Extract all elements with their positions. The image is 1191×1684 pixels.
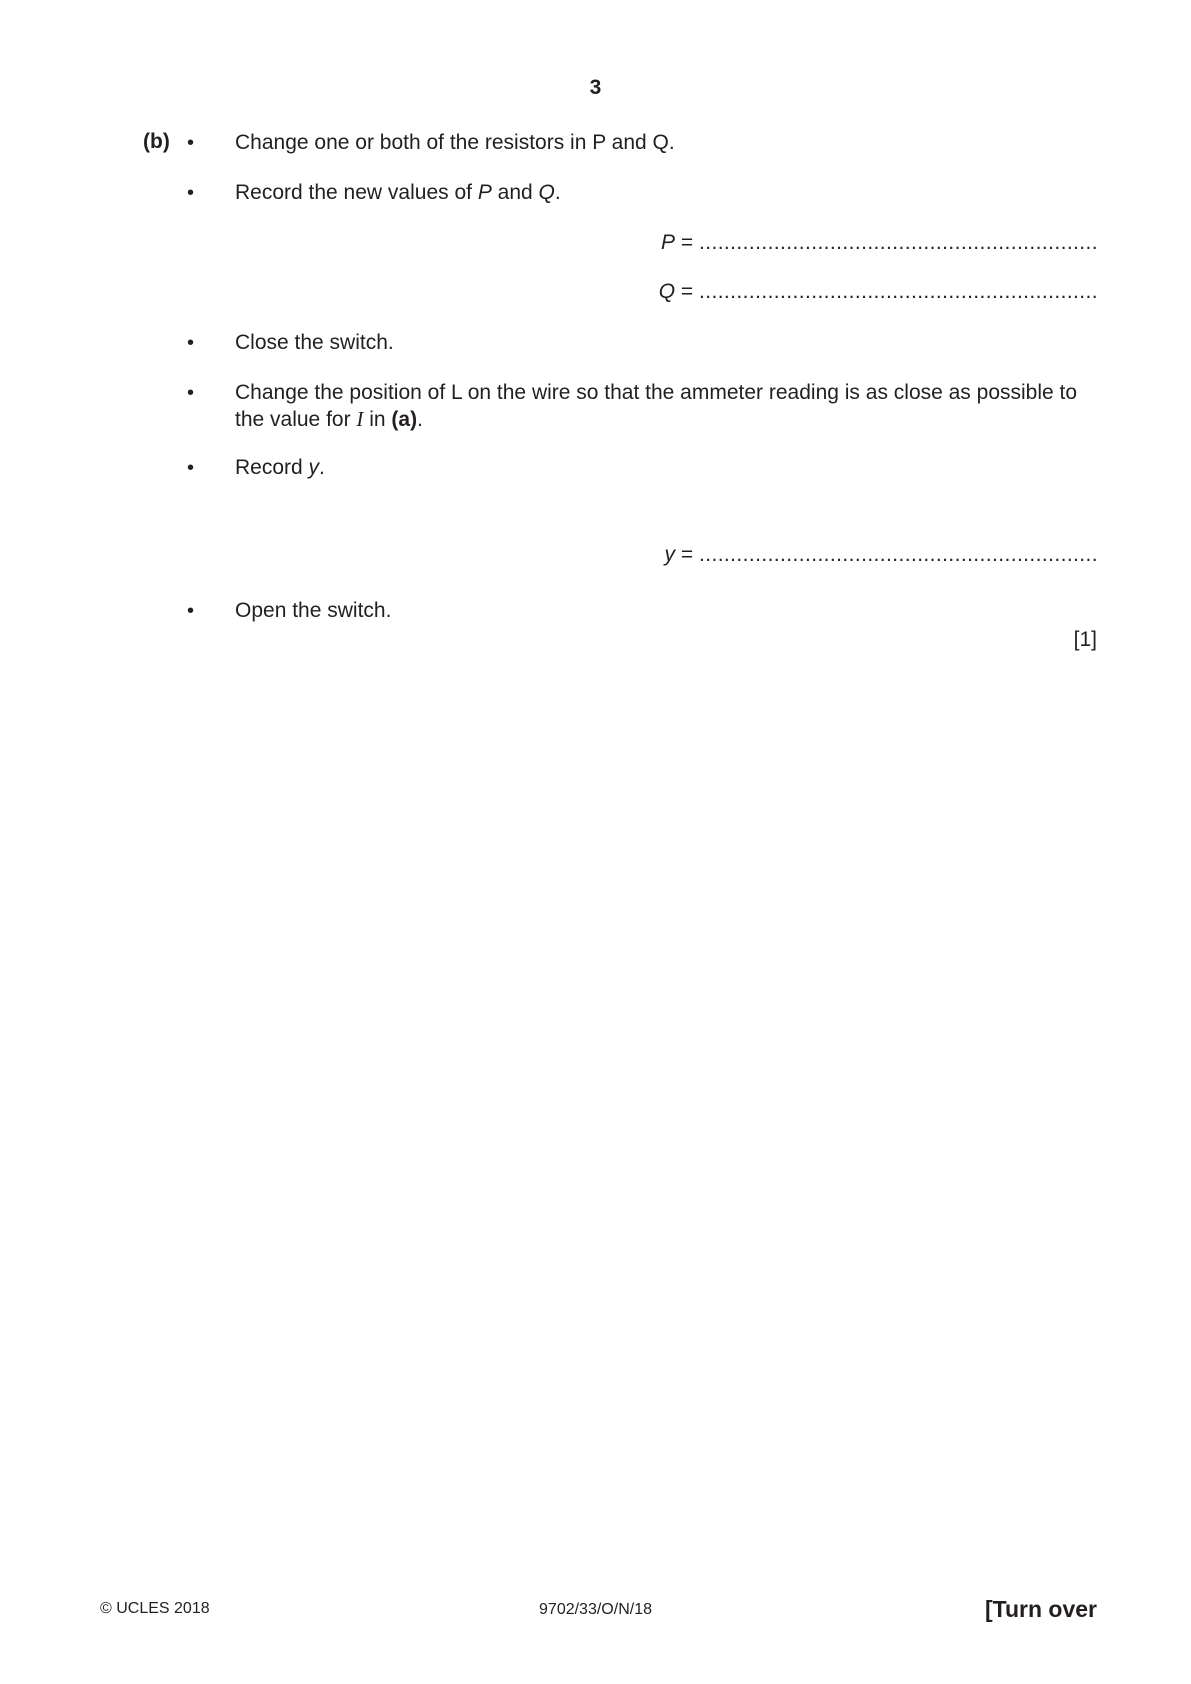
bullet-icon: •	[187, 457, 195, 479]
instruction-record-pq: Record the new values of P and Q.	[235, 181, 561, 204]
instruction-close-switch: Close the switch.	[235, 331, 394, 354]
bullet-icon: •	[187, 182, 195, 204]
instruction-open-switch: Open the switch.	[235, 599, 392, 622]
bullet-icon: •	[187, 600, 195, 622]
instruction-change-resistors: Change one or both of the resistors in P and Q.	[235, 131, 675, 154]
footer-copyright: © UCLES 2018	[100, 1600, 210, 1617]
answer-line-q[interactable]: Q = ................................................................	[658, 280, 1098, 303]
answer-line-p[interactable]: P = ................................................................	[661, 231, 1098, 254]
instruction-change-position: Change the position of L on the wire so that the ammeter reading is as close as possible to the value for I in (a).	[235, 381, 1078, 431]
part-label: (b)	[143, 130, 170, 153]
footer-paper-code: 9702/33/O/N/18	[539, 1601, 652, 1618]
footer-turn-over: [Turn over	[984, 1596, 1097, 1622]
bullet-icon: •	[187, 332, 195, 354]
bullet-icon: •	[187, 382, 195, 404]
answer-line-y[interactable]: y = ................................................................	[664, 543, 1098, 566]
instruction-record-y: Record y.	[235, 456, 325, 479]
marks-allocation: [1]	[1073, 628, 1097, 651]
bullet-icon: •	[187, 132, 195, 154]
page-number: 3	[589, 76, 602, 99]
